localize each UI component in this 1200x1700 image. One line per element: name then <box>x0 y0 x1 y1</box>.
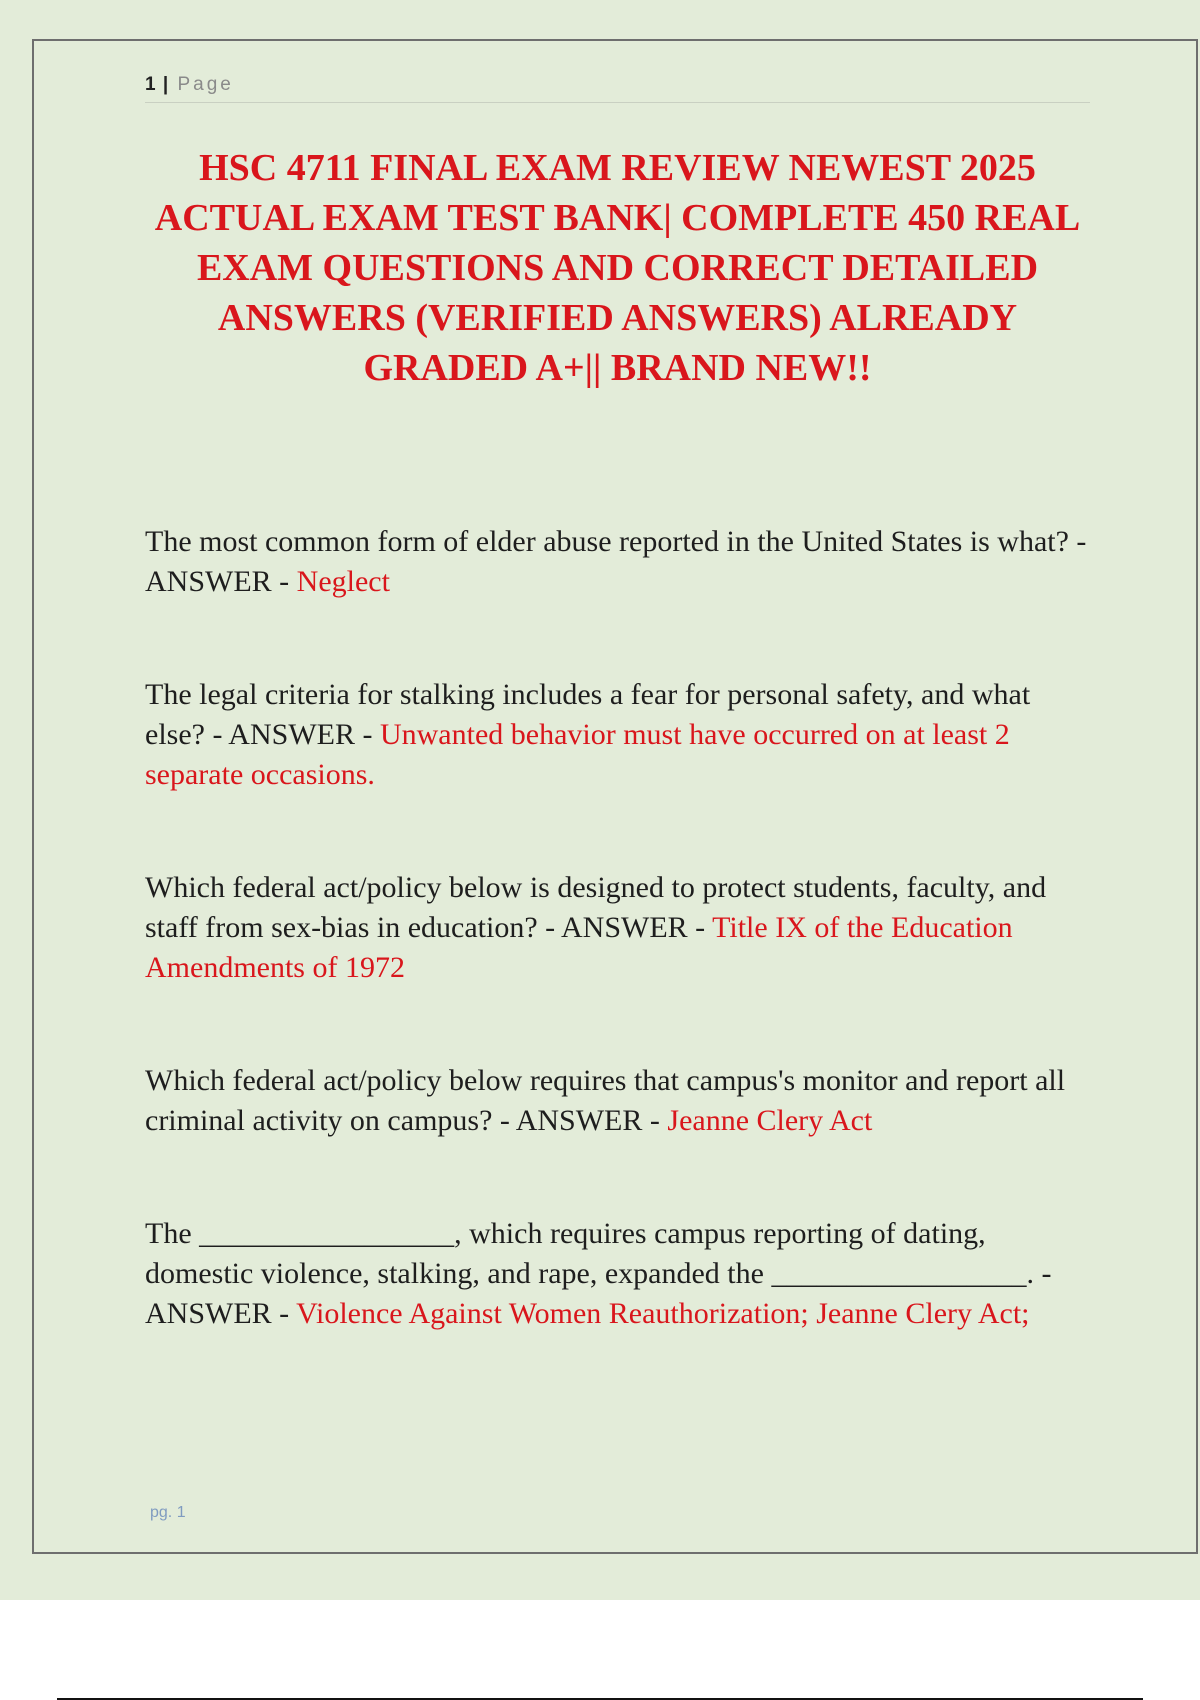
qa-item <box>145 868 1095 988</box>
header-page-word: Page <box>177 74 234 95</box>
answer-separator: - ANSWER - <box>537 911 713 944</box>
answer-text: Neglect <box>296 565 390 598</box>
question-text: The legal criteria for stalking includes a fear for personal safety, and what else? <box>145 678 1031 751</box>
answer-separator: - ANSWER - <box>145 525 1087 598</box>
answer-separator: - ANSWER - <box>204 718 380 751</box>
qa-item <box>145 675 1095 795</box>
answer-text: Violence Against Women Reauthorization; Jeanne Clery Act; <box>296 1297 1030 1330</box>
header-separator: | <box>162 74 169 95</box>
answer-text: Title IX of the Education Amendments of 1972 <box>145 911 1013 984</box>
qa-item <box>145 1061 1095 1141</box>
question-text: The most common form of elder abuse reported in the United States is what? <box>145 525 1069 558</box>
answer-separator: - ANSWER - <box>492 1104 668 1137</box>
document-title: HSC 4711 FINAL EXAM REVIEW NEWEST 2025 ACTUAL EXAM TEST BANK| COMPLETE 450 REAL EXAM QUESTIONS AND CORRECT DETAILED ANSWERS (VERIFIED ANSWERS) ALREADY GRADED A+|| BRAND NEW!! <box>154 147 1081 389</box>
question-text: Which federal act/policy below requires that campus's monitor and report all criminal activity on campus? <box>145 1064 1066 1137</box>
header-page-number: 1 <box>145 74 156 95</box>
qa-list <box>145 522 1095 1334</box>
answer-separator: - ANSWER - <box>145 1257 1052 1330</box>
question-text: The _________________, which requires campus reporting of dating, domestic violence, stalking, and rape, expanded the _________________. <box>145 1217 1034 1290</box>
qa-item <box>145 1214 1095 1334</box>
page-header <box>145 74 1090 103</box>
answer-text: Unwanted behavior must have occurred on at least 2 separate occasions. <box>145 718 1010 791</box>
question-text: Which federal act/policy below is designed to protect students, faculty, and staff from sex-bias in education? <box>145 871 1047 944</box>
page-footer: pg. 1 <box>150 1504 186 1521</box>
qa-item <box>145 522 1095 602</box>
answer-text: Jeanne Clery Act <box>667 1104 873 1137</box>
